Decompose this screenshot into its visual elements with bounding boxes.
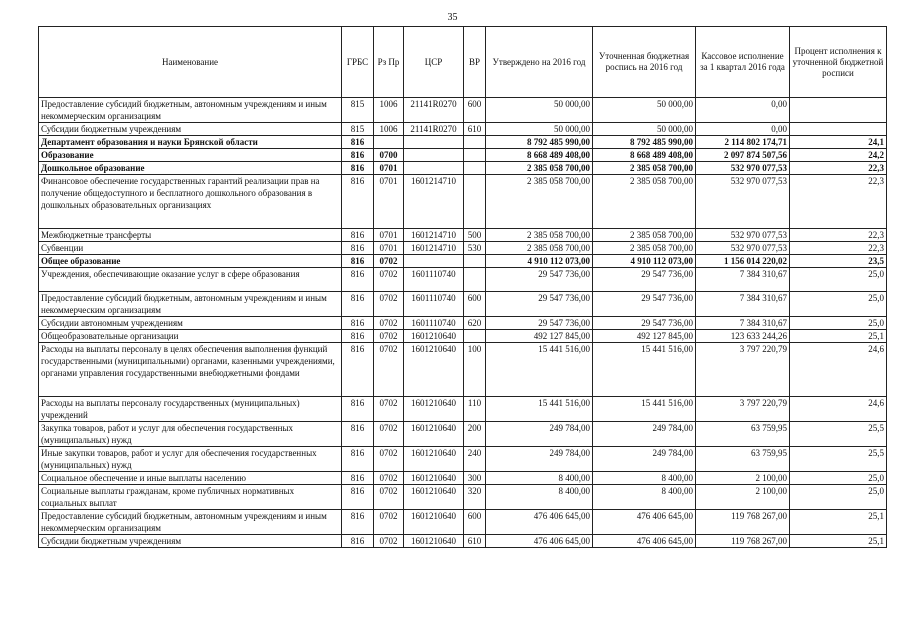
- header-vr: ВР: [464, 27, 486, 98]
- row-percent: 22,3: [790, 162, 887, 175]
- row-vr: 620: [464, 317, 486, 330]
- row-vr: [464, 330, 486, 343]
- row-name: Межбюджетные трансферты: [39, 229, 342, 242]
- row-vr: 610: [464, 535, 486, 548]
- row-percent: 25,1: [790, 510, 887, 535]
- row-refined: 8 400,00: [593, 472, 696, 485]
- row-cash: 532 970 077,53: [696, 175, 790, 229]
- row-approved: 249 784,00: [486, 422, 593, 447]
- row-csr: 1601110740: [404, 292, 464, 317]
- row-vr: [464, 268, 486, 292]
- row-csr: [404, 149, 464, 162]
- header-percent: Процент исполнения к уточненной бюджетной росписи: [790, 27, 887, 98]
- header-approved: Утверждено на 2016 год: [486, 27, 593, 98]
- row-rzpr: 0700: [374, 149, 404, 162]
- row-cash: 119 768 267,00: [696, 535, 790, 548]
- row-csr: [404, 136, 464, 149]
- row-rzpr: 0701: [374, 229, 404, 242]
- row-csr: 1601210640: [404, 422, 464, 447]
- row-grbs: 816: [342, 255, 374, 268]
- row-name: Субсидии автономным учреждениям: [39, 317, 342, 330]
- row-percent: 25,0: [790, 472, 887, 485]
- row-percent: 24,2: [790, 149, 887, 162]
- row-grbs: 815: [342, 123, 374, 136]
- table-row: [39, 162, 887, 175]
- row-rzpr: 0702: [374, 472, 404, 485]
- row-grbs: 816: [342, 330, 374, 343]
- table-row: [39, 123, 887, 136]
- row-grbs: 816: [342, 162, 374, 175]
- row-vr: 600: [464, 98, 486, 123]
- row-csr: 1601210640: [404, 485, 464, 510]
- row-rzpr: 0702: [374, 422, 404, 447]
- row-refined: 2 385 058 700,00: [593, 229, 696, 242]
- row-name: Иные закупки товаров, работ и услуг для обеспечения государственных (муниципальных) нужд: [39, 447, 342, 472]
- row-vr: [464, 162, 486, 175]
- row-rzpr: 1006: [374, 98, 404, 123]
- row-cash: 2 100,00: [696, 485, 790, 510]
- row-rzpr: 0701: [374, 175, 404, 229]
- row-approved: 15 441 516,00: [486, 343, 593, 397]
- row-approved: 8 668 489 408,00: [486, 149, 593, 162]
- row-name: Общее образование: [39, 255, 342, 268]
- row-vr: 600: [464, 292, 486, 317]
- row-grbs: 816: [342, 485, 374, 510]
- row-vr: 610: [464, 123, 486, 136]
- header-csr: ЦСР: [404, 27, 464, 98]
- row-rzpr: 0701: [374, 242, 404, 255]
- row-approved: 2 385 058 700,00: [486, 162, 593, 175]
- row-cash: 3 797 220,79: [696, 397, 790, 422]
- row-name: Субвенции: [39, 242, 342, 255]
- row-percent: 22,3: [790, 242, 887, 255]
- row-refined: 29 547 736,00: [593, 317, 696, 330]
- row-name: Социальное обеспечение и иные выплаты населению: [39, 472, 342, 485]
- row-rzpr: 0702: [374, 268, 404, 292]
- row-cash: 532 970 077,53: [696, 242, 790, 255]
- row-grbs: 816: [342, 292, 374, 317]
- table-row: [39, 343, 887, 397]
- row-percent: 25,1: [790, 330, 887, 343]
- table-row: [39, 268, 887, 292]
- row-vr: 300: [464, 472, 486, 485]
- row-csr: 21141R0270: [404, 98, 464, 123]
- row-cash: 119 768 267,00: [696, 510, 790, 535]
- header-cash: Кассовое исполнение за 1 квартал 2016 года: [696, 27, 790, 98]
- row-refined: 8 668 489 408,00: [593, 149, 696, 162]
- row-percent: 24,1: [790, 136, 887, 149]
- row-percent: 25,0: [790, 292, 887, 317]
- row-grbs: 816: [342, 422, 374, 447]
- table-row: [39, 136, 887, 149]
- row-approved: 8 792 485 990,00: [486, 136, 593, 149]
- row-cash: 2 097 874 507,56: [696, 149, 790, 162]
- row-vr: 200: [464, 422, 486, 447]
- row-rzpr: 0702: [374, 447, 404, 472]
- row-percent: 25,5: [790, 422, 887, 447]
- row-grbs: 815: [342, 98, 374, 123]
- row-approved: 8 400,00: [486, 472, 593, 485]
- row-rzpr: 0702: [374, 535, 404, 548]
- header-name: Наименование: [39, 27, 342, 98]
- row-grbs: 816: [342, 535, 374, 548]
- row-percent: 25,0: [790, 268, 887, 292]
- row-cash: 1 156 014 220,02: [696, 255, 790, 268]
- row-percent: 24,6: [790, 397, 887, 422]
- row-refined: 2 385 058 700,00: [593, 162, 696, 175]
- table-row: [39, 242, 887, 255]
- table-row: [39, 255, 887, 268]
- row-cash: 532 970 077,53: [696, 162, 790, 175]
- row-cash: 2 100,00: [696, 472, 790, 485]
- row-name: Учреждения, обеспечивающие оказание услуг в сфере образования: [39, 268, 342, 292]
- row-cash: 2 114 802 174,71: [696, 136, 790, 149]
- row-refined: 8 400,00: [593, 485, 696, 510]
- row-cash: 7 384 310,67: [696, 268, 790, 292]
- row-cash: 63 759,95: [696, 422, 790, 447]
- row-cash: 123 633 244,26: [696, 330, 790, 343]
- row-csr: 1601214710: [404, 242, 464, 255]
- row-cash: 7 384 310,67: [696, 317, 790, 330]
- table-row: [39, 422, 887, 447]
- row-percent: [790, 98, 887, 123]
- row-csr: 1601110740: [404, 317, 464, 330]
- row-percent: 22,3: [790, 175, 887, 229]
- row-approved: 29 547 736,00: [486, 292, 593, 317]
- table-row: [39, 535, 887, 548]
- row-name: Предоставление субсидий бюджетным, автономным учреждениям и иным некоммерческим организациям: [39, 510, 342, 535]
- row-refined: 15 441 516,00: [593, 397, 696, 422]
- row-approved: 476 406 645,00: [486, 510, 593, 535]
- row-rzpr: 0701: [374, 162, 404, 175]
- row-csr: 1601210640: [404, 510, 464, 535]
- row-approved: 4 910 112 073,00: [486, 255, 593, 268]
- table-row: [39, 397, 887, 422]
- row-approved: 492 127 845,00: [486, 330, 593, 343]
- row-cash: 532 970 077,53: [696, 229, 790, 242]
- row-rzpr: 0702: [374, 317, 404, 330]
- row-vr: 320: [464, 485, 486, 510]
- header-grbs: ГРБС: [342, 27, 374, 98]
- row-name: Субсидии бюджетным учреждениям: [39, 123, 342, 136]
- row-percent: 25,1: [790, 535, 887, 548]
- row-refined: 2 385 058 700,00: [593, 175, 696, 229]
- row-percent: 25,5: [790, 447, 887, 472]
- row-cash: 63 759,95: [696, 447, 790, 472]
- table-row: [39, 98, 887, 123]
- row-vr: 600: [464, 510, 486, 535]
- row-refined: 8 792 485 990,00: [593, 136, 696, 149]
- row-csr: 1601210640: [404, 472, 464, 485]
- row-rzpr: 0702: [374, 330, 404, 343]
- row-cash: 0,00: [696, 98, 790, 123]
- row-approved: 2 385 058 700,00: [486, 242, 593, 255]
- row-vr: 110: [464, 397, 486, 422]
- row-csr: 1601214710: [404, 175, 464, 229]
- row-name: Расходы на выплаты персоналу государственных (муниципальных) учреждений: [39, 397, 342, 422]
- row-name: Дошкольное образование: [39, 162, 342, 175]
- header-rzpr: Рз Пр: [374, 27, 404, 98]
- row-refined: 15 441 516,00: [593, 343, 696, 397]
- row-approved: 29 547 736,00: [486, 268, 593, 292]
- row-grbs: 816: [342, 242, 374, 255]
- row-grbs: 816: [342, 268, 374, 292]
- row-csr: [404, 162, 464, 175]
- row-approved: 29 547 736,00: [486, 317, 593, 330]
- row-csr: 1601110740: [404, 268, 464, 292]
- row-name: Общеобразовательные организации: [39, 330, 342, 343]
- row-approved: 50 000,00: [486, 123, 593, 136]
- row-name: Образование: [39, 149, 342, 162]
- table-row: [39, 229, 887, 242]
- row-refined: 249 784,00: [593, 422, 696, 447]
- row-percent: 25,0: [790, 485, 887, 510]
- row-refined: 29 547 736,00: [593, 292, 696, 317]
- row-grbs: 816: [342, 447, 374, 472]
- row-vr: 530: [464, 242, 486, 255]
- row-grbs: 816: [342, 175, 374, 229]
- row-grbs: 816: [342, 149, 374, 162]
- row-percent: 24,6: [790, 343, 887, 397]
- row-rzpr: 0702: [374, 510, 404, 535]
- table-row: [39, 330, 887, 343]
- row-csr: 1601210640: [404, 343, 464, 397]
- row-approved: 249 784,00: [486, 447, 593, 472]
- row-name: Департамент образования и науки Брянской области: [39, 136, 342, 149]
- row-cash: 3 797 220,79: [696, 343, 790, 397]
- row-approved: 50 000,00: [486, 98, 593, 123]
- row-name: Социальные выплаты гражданам, кроме публичных нормативных социальных выплат: [39, 485, 342, 510]
- row-rzpr: 0702: [374, 397, 404, 422]
- row-refined: 50 000,00: [593, 98, 696, 123]
- row-name: Субсидии бюджетным учреждениям: [39, 535, 342, 548]
- row-grbs: 816: [342, 397, 374, 422]
- header-row: [39, 27, 887, 98]
- row-csr: [404, 255, 464, 268]
- row-grbs: 816: [342, 472, 374, 485]
- row-approved: 476 406 645,00: [486, 535, 593, 548]
- row-percent: 22,3: [790, 229, 887, 242]
- table-row: [39, 149, 887, 162]
- row-approved: 8 400,00: [486, 485, 593, 510]
- row-csr: 1601210640: [404, 397, 464, 422]
- row-percent: 25,0: [790, 317, 887, 330]
- row-grbs: 816: [342, 317, 374, 330]
- table-row: [39, 292, 887, 317]
- row-refined: 29 547 736,00: [593, 268, 696, 292]
- row-cash: 7 384 310,67: [696, 292, 790, 317]
- table-row: [39, 510, 887, 535]
- row-grbs: 816: [342, 136, 374, 149]
- row-rzpr: [374, 136, 404, 149]
- row-refined: 50 000,00: [593, 123, 696, 136]
- table-row: [39, 485, 887, 510]
- row-refined: 492 127 845,00: [593, 330, 696, 343]
- row-refined: 476 406 645,00: [593, 510, 696, 535]
- table-row: [39, 447, 887, 472]
- row-approved: 2 385 058 700,00: [486, 175, 593, 229]
- row-refined: 249 784,00: [593, 447, 696, 472]
- row-approved: 2 385 058 700,00: [486, 229, 593, 242]
- row-vr: 500: [464, 229, 486, 242]
- row-rzpr: 0702: [374, 292, 404, 317]
- header-refined: Уточненная бюджетная роспись на 2016 год: [593, 27, 696, 98]
- row-csr: 1601214710: [404, 229, 464, 242]
- row-csr: 1601210640: [404, 330, 464, 343]
- row-rzpr: 0702: [374, 343, 404, 397]
- row-csr: 1601210640: [404, 535, 464, 548]
- row-name: Расходы на выплаты персоналу в целях обеспечения выполнения функций государственными (муниципальными) органами, казенными учреждениями, органами управления государственными внебюджетными фондами: [39, 343, 342, 397]
- row-csr: 21141R0270: [404, 123, 464, 136]
- row-grbs: 816: [342, 229, 374, 242]
- row-vr: 100: [464, 343, 486, 397]
- table-row: [39, 317, 887, 330]
- row-rzpr: 0702: [374, 485, 404, 510]
- row-cash: 0,00: [696, 123, 790, 136]
- row-name: Финансовое обеспечение государственных гарантий реализации прав на получение общедоступного и бесплатного дошкольного образования в дошкольных образовательных организациях: [39, 175, 342, 229]
- table-row: [39, 472, 887, 485]
- row-vr: 240: [464, 447, 486, 472]
- row-refined: 2 385 058 700,00: [593, 242, 696, 255]
- row-approved: 15 441 516,00: [486, 397, 593, 422]
- row-name: Закупка товаров, работ и услуг для обеспечения государственных (муниципальных) нужд: [39, 422, 342, 447]
- row-grbs: 816: [342, 510, 374, 535]
- row-percent: 23,5: [790, 255, 887, 268]
- row-name: Предоставление субсидий бюджетным, автономным учреждениям и иным некоммерческим организациям: [39, 98, 342, 123]
- row-vr: [464, 175, 486, 229]
- row-vr: [464, 255, 486, 268]
- row-vr: [464, 149, 486, 162]
- table-row: [39, 175, 887, 229]
- row-refined: 476 406 645,00: [593, 535, 696, 548]
- row-name: Предоставление субсидий бюджетным, автономным учреждениям и иным некоммерческим организациям: [39, 292, 342, 317]
- page-number: 35: [447, 12, 458, 23]
- budget-table: [38, 26, 887, 548]
- row-vr: [464, 136, 486, 149]
- row-rzpr: 0702: [374, 255, 404, 268]
- row-grbs: 816: [342, 343, 374, 397]
- row-csr: 1601210640: [404, 447, 464, 472]
- row-percent: [790, 123, 887, 136]
- row-rzpr: 1006: [374, 123, 404, 136]
- row-refined: 4 910 112 073,00: [593, 255, 696, 268]
